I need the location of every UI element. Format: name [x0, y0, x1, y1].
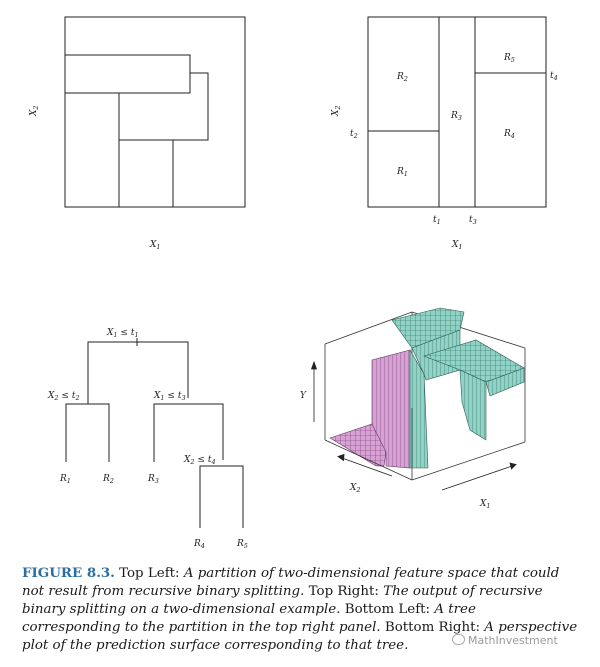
top-left-partition-panel: [0, 0, 300, 270]
surface-teal-mid-wall: [460, 370, 486, 440]
top-left-region-middle: [119, 73, 208, 140]
threshold-t4-label: $t_4$: [550, 71, 558, 82]
tree-root-branch: [88, 342, 188, 398]
caption-top-right-text: The output of recursive binary splitting on a two-dimensional example.: [22, 584, 543, 617]
tree-right-branch: [154, 404, 223, 462]
region-r1-label: $R_1$: [397, 167, 408, 178]
plot-x2-axis-label: $X_2$: [350, 483, 361, 494]
perspective-plot-panel: [300, 290, 600, 540]
watermark-text: MathInvestment: [468, 634, 558, 647]
plot-y-axis-label: Y: [300, 391, 306, 401]
caption-top-left-text: A partition of two-dimensional feature space that could not result from recursive binary splitting.: [22, 566, 560, 599]
caption-top-right-label: Top Right:: [304, 584, 384, 599]
region-r3-label: $R_3$: [451, 111, 462, 122]
top-left-region-upper: [65, 55, 190, 93]
top-left-frame: [65, 17, 245, 207]
region-r2-label: $R_2$: [397, 72, 408, 83]
caption-bottom-left-text: A tree corresponding to the partition in the top right panel.: [22, 602, 476, 635]
tree-left-split-label: $X_2 \le t_2$: [48, 391, 80, 402]
tree-leaf-r4: $R_4$: [194, 539, 205, 550]
region-r4-label: $R_4$: [504, 129, 515, 140]
tree-right-split-label: $X_1 \le t_3$: [154, 391, 186, 402]
wechat-icon: [452, 634, 465, 645]
threshold-t1-label: $t_1$: [433, 215, 441, 226]
tree-left-branch: [66, 404, 109, 462]
threshold-t3-label: $t_3$: [469, 215, 477, 226]
caption-bottom-left-label: Bottom Left:: [340, 602, 435, 617]
figure-number: FIGURE 8.3.: [22, 565, 115, 581]
tree-leaf-r3: $R_3$: [148, 474, 159, 485]
tree-deep-split-label: $X_2 \le t_4$: [184, 455, 216, 466]
top-right-x-axis-label: $X_1$: [452, 240, 463, 251]
top-left-x-axis-label: $X_1$: [150, 240, 161, 251]
watermark: [452, 634, 558, 647]
tree-deep-branch: [200, 466, 243, 528]
region-r5-label: $R_5$: [504, 53, 515, 64]
tree-leaf-r2: $R_2$: [103, 474, 114, 485]
decision-tree-panel: [0, 300, 300, 560]
top-right-y-axis-label: $X_2$: [331, 105, 342, 116]
tree-root-split-label: $X_1 \le t_1$: [107, 328, 139, 339]
top-right-partition-panel: [300, 0, 600, 270]
tree-leaf-r5: $R_5$: [237, 539, 248, 550]
caption-top-left-label: Top Left:: [114, 566, 184, 581]
tree-leaf-r1: $R_1$: [60, 474, 71, 485]
threshold-t2-label: $t_2$: [350, 129, 358, 140]
plot-x1-axis-label: $X_1$: [480, 499, 491, 510]
caption-bottom-right-text: A perspective plot of the prediction surface corresponding to that tree.: [22, 620, 578, 653]
top-left-y-axis-label: $X_2$: [29, 105, 40, 116]
caption-bottom-right-label: Bottom Right:: [380, 620, 485, 635]
